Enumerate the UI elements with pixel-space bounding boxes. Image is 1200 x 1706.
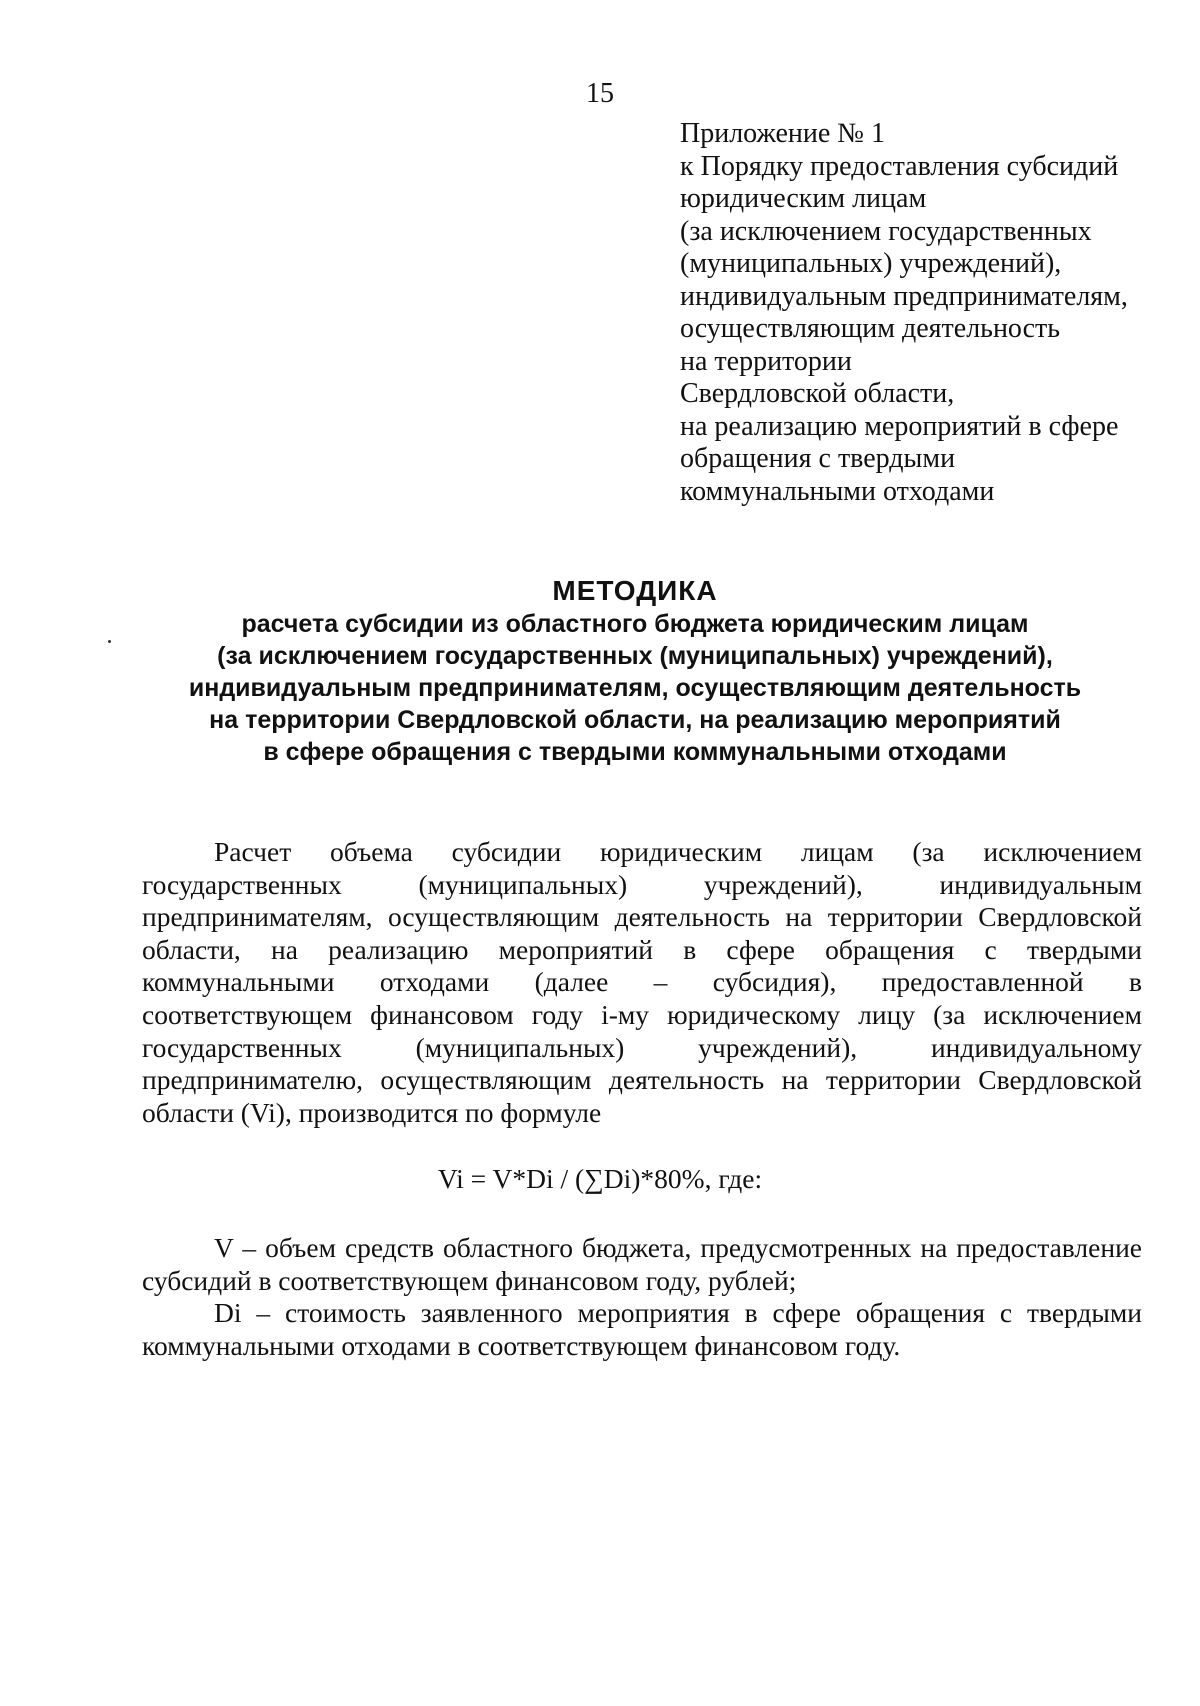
appendix-line: на реализацию мероприятий в сфере (680, 410, 1119, 442)
paragraph-line: предпринимателям, осуществляющим деятельность на территории Свердловской (142, 901, 1142, 933)
appendix-line: к Порядку предоставления субсидий (680, 150, 1119, 182)
definition-v-line: V – объем средств областного бюджета, предусмотренных на предоставление (214, 1232, 1142, 1263)
paragraph-line: Расчет объема субсидии юридическим лицам (за исключением (214, 836, 1142, 867)
paragraph-line: предпринимателю, осуществляющим деятельность на территории Свердловской (142, 1064, 1142, 1096)
subtitle-line: в сфере обращения с твердыми коммунальными отходами (263, 738, 1007, 766)
appendix-reference-block (680, 118, 1180, 508)
appendix-line: осуществляющим деятельность (680, 313, 1061, 344)
subtitle-line: (за исключением государственных (муниципальных) учреждений), (217, 642, 1053, 670)
paragraph-line: области, на реализацию мероприятий в сфере обращения с твердыми (142, 933, 1142, 965)
paragraph-line: области (Vi), производится по формуле (142, 1096, 602, 1128)
appendix-line: индивидуальным предпринимателям, (680, 280, 1128, 312)
appendix-line: Свердловской области, (680, 378, 955, 409)
document-title (140, 574, 1130, 768)
definition-v-line: субсидий в соответствующем финансовом году, рублей; (142, 1264, 797, 1296)
title-main: МЕТОДИКА (552, 575, 718, 606)
formula-definitions (142, 1232, 1142, 1362)
definition-di-line: Di – стоимость заявленного мероприятия в сфере обращения с твердыми (214, 1297, 1142, 1329)
subtitle-line: расчета субсидии из областного бюджета юридическим лицам (241, 610, 1029, 638)
definition-di-line: коммунальными отходами в соответствующем финансовом году. (142, 1329, 901, 1361)
title-subtitle (140, 608, 1130, 768)
appendix-line: на территории (680, 345, 852, 377)
scan-speck (108, 640, 111, 643)
appendix-line: коммунальными отходами (680, 475, 995, 507)
formula: Vi = V*Di / (∑Di)*80%, где: (437, 1163, 763, 1194)
appendix-line: обращения с твердыми (680, 443, 956, 474)
paragraph-line: государственных (муниципальных) учреждений), индивидуальным (142, 868, 1142, 900)
calculation-paragraph (142, 836, 1142, 1129)
appendix-line: Приложение № 1 (680, 118, 885, 149)
appendix-line: юридическим лицам (680, 183, 927, 214)
paragraph-line: коммунальными отходами (далее – субсидия), предоставленной в (142, 966, 1142, 998)
appendix-line: (за исключением государственных (680, 215, 1092, 247)
page-number: 15 (586, 78, 614, 109)
subtitle-line: индивидуальным предпринимателям, осуществляющим деятельность (188, 674, 1082, 702)
paragraph-line: соответствующем финансовом году i-му юридическому лицу (за исключением (142, 998, 1142, 1030)
subtitle-line: на территории Свердловской области, на реализацию мероприятий (209, 706, 1061, 734)
paragraph-line: государственных (муниципальных) учреждений), индивидуальному (142, 1031, 1142, 1063)
appendix-line: (муниципальных) учреждений), (680, 248, 1062, 279)
